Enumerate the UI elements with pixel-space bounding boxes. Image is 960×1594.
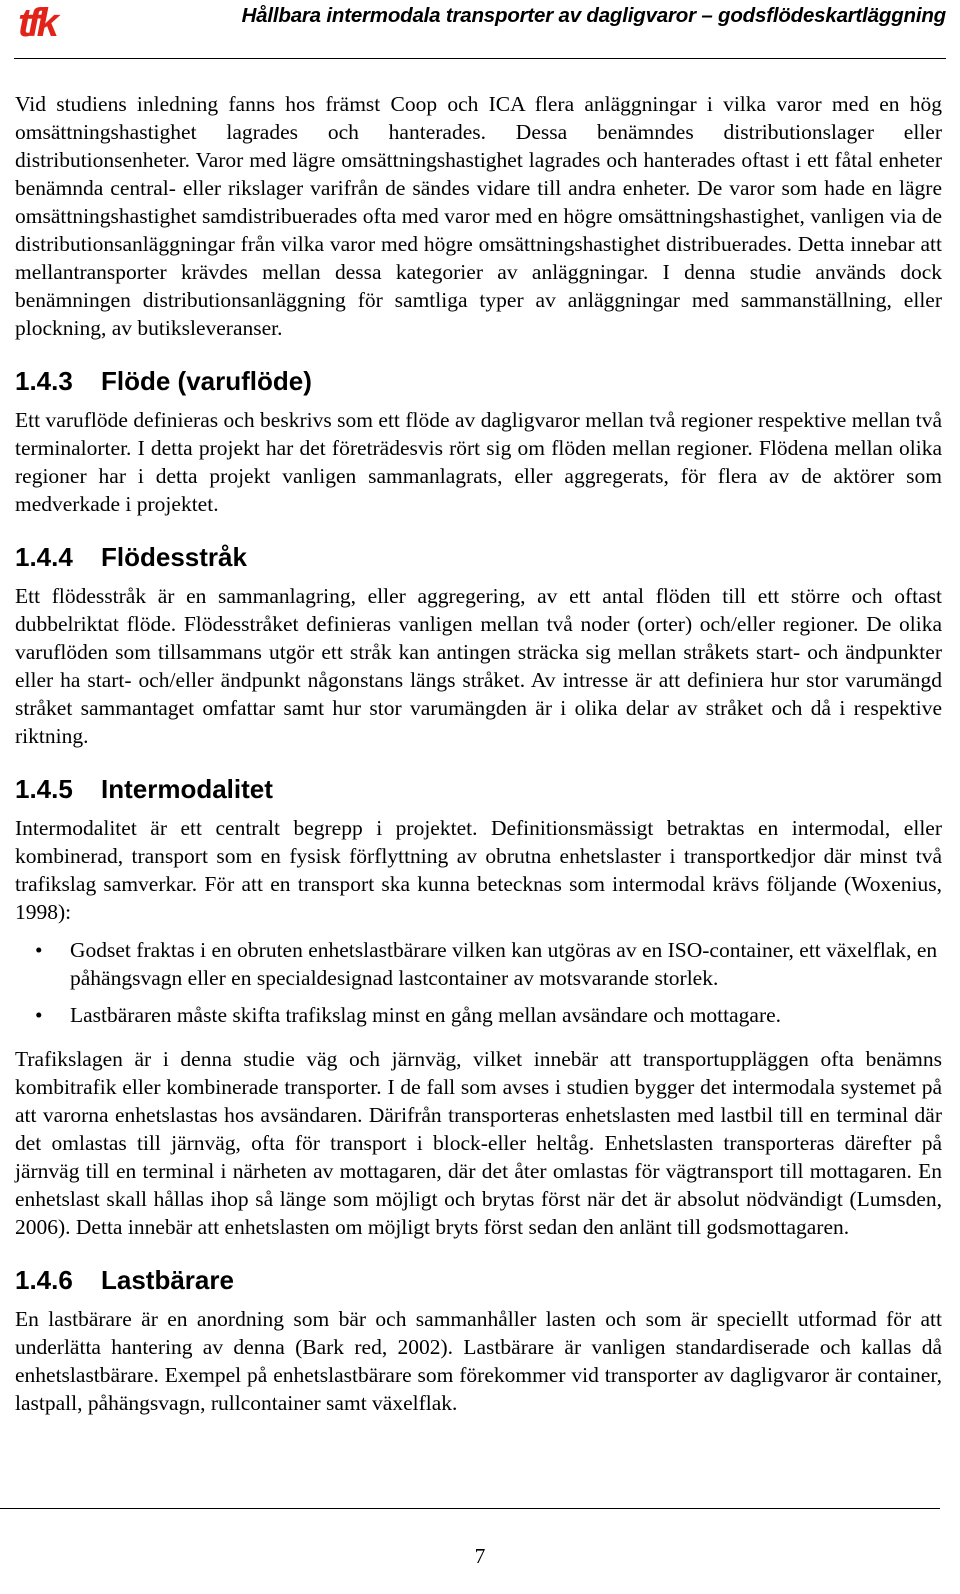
section-1-4-4 bbox=[15, 541, 942, 750]
section-paragraph-continued: Trafikslagen är i denna studie väg och järnväg, vilket innebär att transportuppläggen ofta benämns kombitrafik eller kombinerade transporter. I de fall som avses i studien bygger det intermodala systemet på att varorna enhetslastas hos avsändaren. Därifrån transporteras enhetslasten med lastbil till en terminal där det omlastas till järnväg, ofta för transport i block-eller heltåg. Enhetslasten transporteras därefter på järnväg till en terminal i närheten av mottagaren, där det åter omlastas för vägtransport till mottagaren. En enhetslast skall hållas ihop så länge som möjligt och brytas först när det är absolut nödvändigt (Lumsden, 2006). Detta innebär att enhetslasten om möjligt bryts först sedan den anlänt till godsmottagaren. bbox=[15, 1047, 942, 1239]
running-header-title: Hållbara intermodala transporter av dagligvaror – godsflödeskartläggning bbox=[241, 4, 946, 27]
page-content bbox=[15, 90, 942, 1417]
bullet-list bbox=[15, 936, 942, 1029]
section-paragraph: Ett flödesstråk är en sammanlagring, eller aggregering, av ett antal flöden till ett större och oftast dubbelriktat flöde. Flödesstråket definieras vanligen mellan två noder (orter) och/eller regioner. De olika varuflöden som tillsammans utgör ett stråk kan antingen sträcka sig mellan stråkets start- och ändpunkter eller ha start- och/eller ändpunkt någonstans längs stråket. Av intresse är att definiera hur stor varumängd stråket sammantaget omfattar samt hur stor varumängden är i olika delar av stråket och då i respektive riktning. bbox=[15, 584, 942, 748]
section-1-4-3 bbox=[15, 365, 942, 518]
section-heading bbox=[15, 541, 942, 573]
section-paragraph: Ett varuflöde definieras och beskrivs som ett flöde av dagligvaror mellan två regioner respektive mellan två terminalorter. I detta projekt har det företrädesvis rört sig om flöden mellan regioner. Flödena mellan olika regioner har i detta projekt vanligen sammanlagrats, eller aggregerats, för flera av de aktörer som medverkade i projektet. bbox=[15, 408, 942, 516]
section-number: 1.4.4 bbox=[15, 542, 73, 572]
page-number: 7 bbox=[474, 1544, 486, 1568]
section-number: 1.4.3 bbox=[15, 366, 73, 396]
section-title: Flöde (varuflöde) bbox=[101, 366, 312, 396]
section-title: Intermodalitet bbox=[101, 774, 273, 804]
section-paragraph: Intermodalitet är ett centralt begrepp i projektet. Definitionsmässigt betraktas en intermodal, eller kombinerad, transport som en fysisk förflyttning av obrutna enhetslaster i transportkedjor där minst två trafikslag samverkar. För att en transport ska kunna betecknas som intermodal krävs följande (Woxenius, 1998): bbox=[15, 816, 942, 924]
section-heading bbox=[15, 1264, 942, 1296]
section-title: Flödesstråk bbox=[101, 542, 247, 572]
section-heading bbox=[15, 773, 942, 805]
bullet-icon: • bbox=[35, 938, 43, 962]
section-number: 1.4.5 bbox=[15, 774, 73, 804]
bullet-text: Godset fraktas i en obruten enhetslastbärare vilken kan utgöras av en ISO-container, ett växelflak, en påhängsvagn eller en specialdesignad lastcontainer av motsvarande storlek. bbox=[70, 938, 938, 990]
bullet-icon: • bbox=[35, 1003, 43, 1027]
tfk-logo bbox=[18, 2, 55, 44]
section-heading bbox=[15, 365, 942, 397]
bullet-text: Lastbäraren måste skifta trafikslag minst en gång mellan avsändare och mottagare. bbox=[70, 1003, 782, 1027]
section-1-4-5 bbox=[15, 773, 942, 1241]
section-number: 1.4.6 bbox=[15, 1265, 73, 1295]
page-header bbox=[14, 0, 946, 59]
section-title: Lastbärare bbox=[101, 1265, 234, 1295]
bullet-item bbox=[15, 1001, 942, 1029]
logo-text: tfk bbox=[18, 1, 55, 45]
section-paragraph: En lastbärare är en anordning som bär och sammanhåller lasten och som är speciellt utformad för att underlätta hantering av denna (Bark red, 2002). Lastbärare är vanligen standardiserade och kallas då enhetslastbärare. Exempel på enhetslastbärare som förekommer vid transporter av dagligvaror är container, lastpall, påhängsvagn, rullcontainer samt växelflak. bbox=[15, 1307, 942, 1415]
footer-divider bbox=[0, 1508, 940, 1509]
intro-paragraph: Vid studiens inledning fanns hos främst Coop och ICA flera anläggningar i vilka varor med en hög omsättningshastighet lagrades och hanterades. Dessa benämndes distributionslager eller distributionsenheter. Varor med lägre omsättningshastighet lagrades och hanterades oftast i ett fåtal enheter benämnda central- eller rikslager varifrån de sändes vidare till andra enheter. De varor som hade en lägre omsättningshastighet samdistribuerades ofta med varor med en högre omsättningshastighet, vanligen via de distributionsanläggningar från vilka varor med högre omsättningshastighet distribuerades. Detta innebar att mellantransporter krävdes mellan dessa kategorier av anläggningar. I denna studie används dock benämningen distributionsanläggning för samtliga typer av anläggningar med sammanställning, eller plockning, av butiksleveranser. bbox=[15, 92, 942, 340]
section-1-4-6 bbox=[15, 1264, 942, 1417]
bullet-item bbox=[15, 936, 942, 992]
